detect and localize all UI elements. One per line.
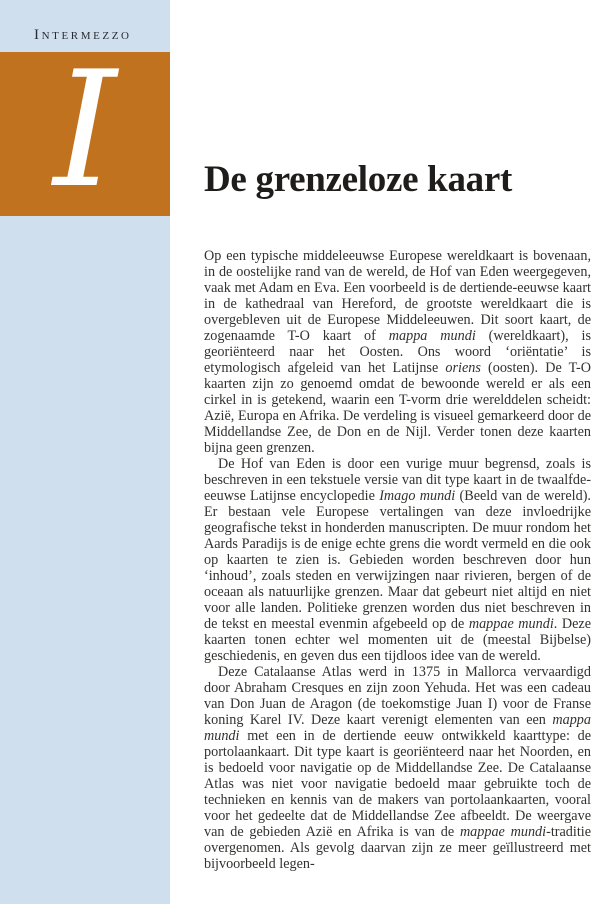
article-body xyxy=(204,248,591,872)
italic-text-segment: mappae mundi xyxy=(459,824,547,840)
italic-text-segment: mappa mundi xyxy=(388,328,476,344)
paragraph xyxy=(204,664,591,872)
italic-text-segment: oriens xyxy=(445,360,481,376)
text-segment: (oosten). De T-O kaarten zijn zo genoemd omdat de bewoonde wereld er als een cirkel in is getekend, waarin een T-vorm drie werelddelen scheidt: Azië, Europa en Afrika. De verdeling is visueel gemarkeerd door de Middellandse Zee, de Don en de Nijl. Verder tonen deze kaarten bijna geen grenzen. xyxy=(204,360,591,456)
chapter-initial-block xyxy=(0,52,170,216)
text-segment: (Beeld van de wereld). Er bestaan vele Europese vertalingen van deze invloedrijke geografische tekst in honderden manuscripten. De muur rondom het Aards Paradijs is de enige echte grens die wordt vermeld en die ook op kaarten te zien is. Gebieden worden beschreven door hun ‘inhoud’, zoals steden en verwijzingen naar rivieren, bergen of de oceaan als natuurlijke grenzen. Maar dat gebeurt niet altijd en niet voor alle landen. Politieke grenzen worden dus niet beschreven in de tekst en meestal evenmin afgebeeld op de xyxy=(204,488,591,632)
chapter-initial-letter: I xyxy=(53,52,117,216)
italic-text-segment: mappa mundi xyxy=(204,712,591,744)
text-segment: Op een typische middeleeuwse Europese wereldkaart is bovenaan, in de oostelijke rand van de wereld, de Hof van Eden weergegeven, vaak met Adam en Eva. Een voorbeeld is de dertiende-eeuwse kaart in de kathedraal van Hereford, de grootste wereldkaart die is overgebleven uit de Europese Middeleeuwen. Dit soort kaart, de zogenaamde T-O kaart of xyxy=(204,248,591,344)
page-title: De grenzeloze kaart xyxy=(204,159,512,200)
text-segment: met een in de dertiende eeuw ontwikkeld kaarttype: de portolaankaart. Dit type kaart is georiënteerd naar het Noorden, en is bedoeld voor navigatie op de Middellandse Zee. De Catalaanse Atlas was niet voor navigatie bedoeld maar gebruikte toch de technieken en kennis van de makers van portolaankaarten, vooral voor het gedeelte dat de Middellandse Zee afbeeldt. De weergave van de gebieden Azië en Afrika is van de xyxy=(204,728,591,840)
text-segment: Deze Catalaanse Atlas werd in 1375 in Mallorca vervaardigd door Abraham Cresques en zijn zoon Yehuda. Het was een cadeau van Don Juan de Aragon (de toekomstige Juan I) voor de Franse koning Karel IV. Deze kaart verenigt elementen van een xyxy=(204,664,591,728)
text-segment: -traditie overgenomen. Als gevolg daarvan zijn ze meer geïllustreerd met bijvoorbeeld legen- xyxy=(204,824,591,872)
italic-text-segment: mappae mundi xyxy=(468,616,554,632)
section-kicker: Intermezzo xyxy=(34,27,132,43)
paragraph xyxy=(204,456,591,664)
text-segment: De Hof van Eden is door een vurige muur begrensd, zoals is beschreven in een tekstuele versie van dit type kaart in de twaalfde-eeuwse Latijnse encyclopedie xyxy=(204,456,591,504)
text-segment: . Deze kaarten tonen echter wel momenten uit de (meestal Bijbelse) geschiedenis, en geven dus een tijdloos idee van de wereld. xyxy=(204,616,591,664)
paragraph xyxy=(204,248,591,456)
italic-text-segment: Imago mundi xyxy=(379,488,456,504)
text-segment: (wereldkaart), is georiënteerd naar het Oosten. Ons woord ‘oriëntatie’ is etymologisch afgeleid van het Latijnse xyxy=(204,328,591,376)
